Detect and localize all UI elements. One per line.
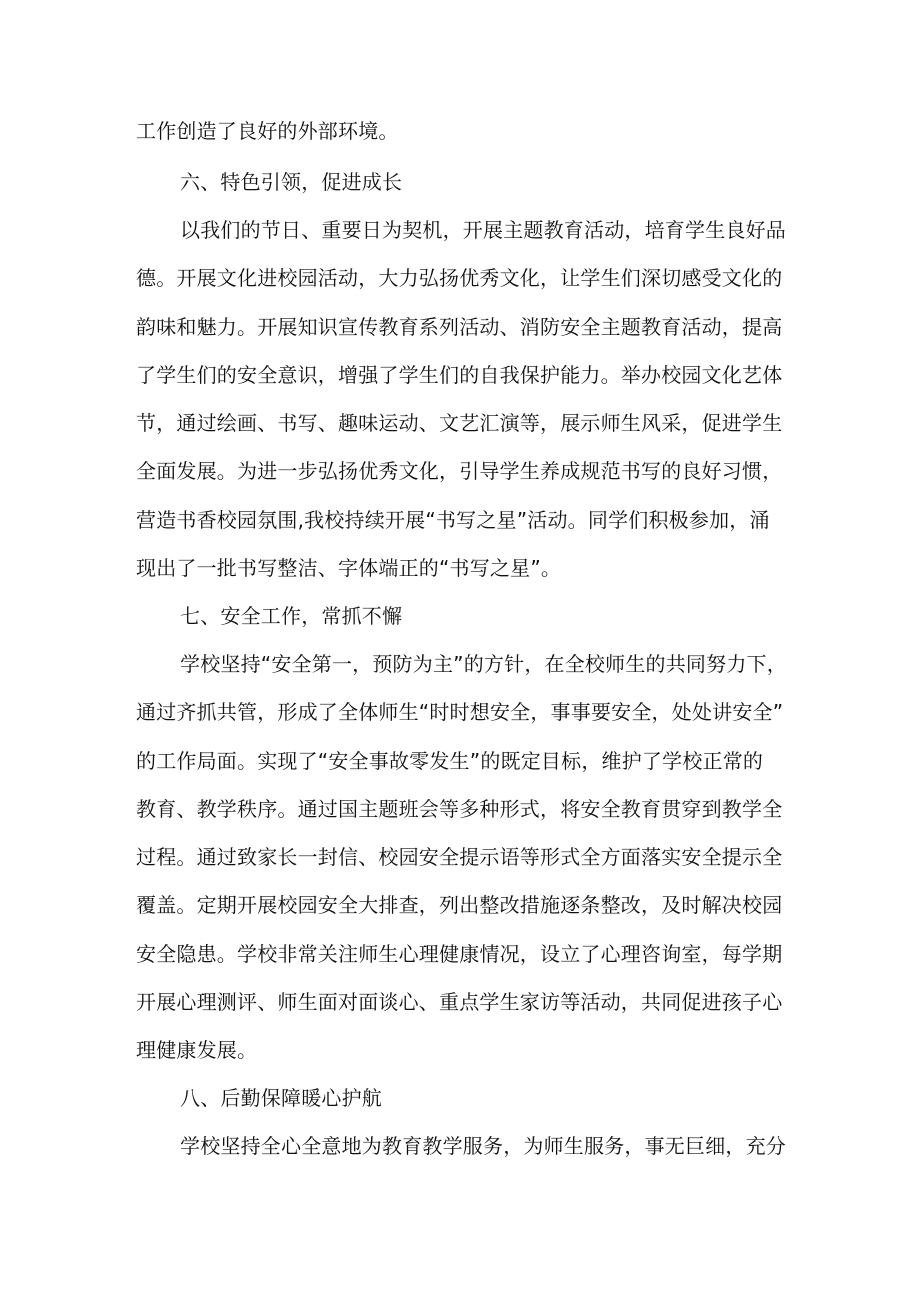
paragraph-line: 学校坚持“安全第一，预防为主”的方针，在全校师生的共同努力下， — [180, 652, 787, 676]
paragraph-line: 了学生们的安全意识，增强了学生们的自我保护能力。举办校园文化艺体 — [136, 363, 783, 387]
paragraph-line: 通过齐抓共管，形成了全体师生“时时想安全，事事要安全，处处讲安全” — [136, 700, 784, 724]
paragraph-line: 节，通过绘画、书写、趣味运动、文艺汇演等，展示师生风采，促进学生 — [136, 411, 783, 435]
paragraph-line: 覆盖。定期开展校园安全大排查，列出整改措施逐条整改，及时解决校园 — [136, 893, 783, 917]
paragraph-line: 安全隐患。学校非常关注师生心理健康情况，设立了心理咨询室，每学期 — [136, 942, 783, 966]
section-heading: 八、后勤保障暖心护航 — [180, 1086, 382, 1110]
paragraph-line: 工作创造了良好的外部环境。 — [136, 119, 399, 143]
paragraph-line: 理健康发展。 — [136, 1038, 258, 1062]
paragraph-line: 韵味和魅力。开展知识宣传教育系列活动、消防安全主题教育活动，提高 — [136, 315, 783, 339]
paragraph-line: 学校坚持全心全意地为教育教学服务，为师生服务，事无巨细，充分 — [180, 1134, 786, 1158]
paragraph-line: 德。开展文化进校园活动，大力弘扬优秀文化，让学生们深切感受文化的 — [136, 266, 783, 290]
section-heading: 六、特色引领，促进成长 — [180, 170, 403, 194]
section-heading: 七、安全工作，常抓不懈 — [180, 604, 403, 628]
paragraph-line: 以我们的节日、重要日为契机，开展主题教育活动，培育学生良好品 — [180, 218, 786, 242]
paragraph-line: 营造书香校园氛围,我校持续开展“书写之星”活动。同学们积极参加，涌 — [136, 508, 770, 532]
paragraph-line: 开展心理测评、师生面对面谈心、重点学生家访等活动，共同促进孩子心 — [136, 990, 783, 1014]
paragraph-line: 的工作局面。实现了“安全事故零发生”的既定目标，维护了学校正常的 — [136, 749, 764, 773]
paragraph-line: 教育、教学秩序。通过国主题班会等多种形式，将安全教育贯穿到教学全 — [136, 797, 783, 821]
paragraph-line: 过程。通过致家长一封信、校园安全提示语等形式全方面落实安全提示全 — [136, 845, 783, 869]
paragraph-line: 全面发展。为进一步弘扬优秀文化，引导学生养成规范书写的良好习惯， — [136, 459, 783, 483]
paragraph-line: 现出了一批书写整洁、字体端正的“书写之星”。 — [136, 556, 562, 580]
